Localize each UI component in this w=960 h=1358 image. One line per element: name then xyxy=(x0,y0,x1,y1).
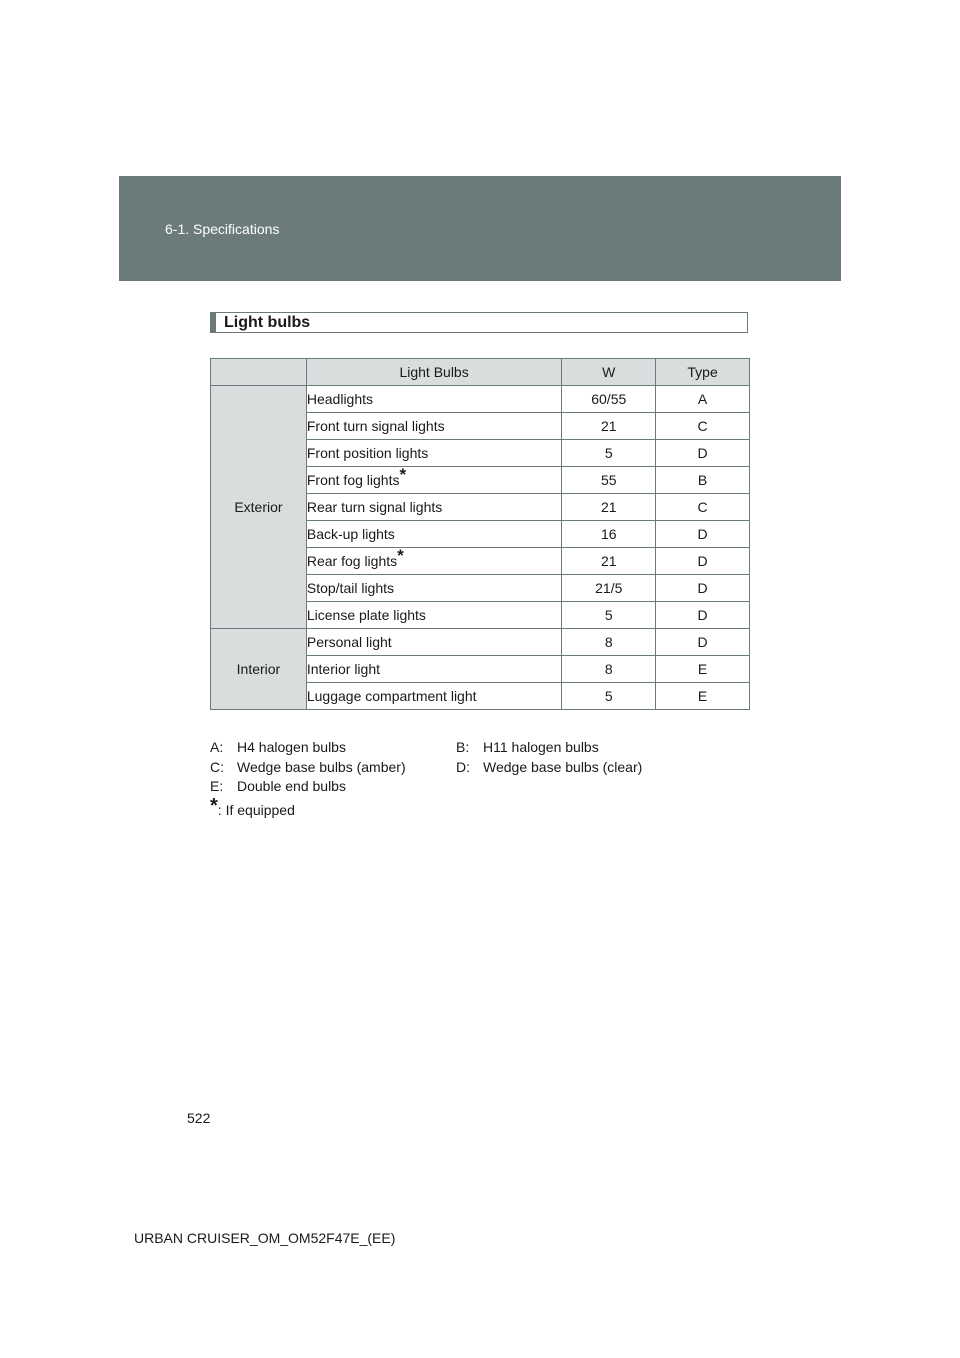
footnote xyxy=(210,795,295,818)
table-row xyxy=(211,386,750,413)
legend-key: E: xyxy=(210,778,224,794)
table-header-row xyxy=(211,359,750,386)
bulb-name-text: Front fog lights xyxy=(306,472,400,488)
bulb-name xyxy=(306,440,561,467)
bulb-name-text: Interior light xyxy=(306,661,381,677)
legend-item xyxy=(456,758,702,778)
bulb-type-legend xyxy=(210,738,750,797)
bulb-name-text: Back-up lights xyxy=(306,526,395,542)
legend-row xyxy=(210,777,750,797)
bulb-type: D xyxy=(656,629,750,656)
section-title-box xyxy=(210,312,748,333)
column-header-light-bulbs: Light Bulbs xyxy=(306,359,561,386)
table-row xyxy=(211,629,750,656)
bulb-watts: 21 xyxy=(562,494,656,521)
legend-text: H4 halogen bulbs xyxy=(237,739,346,755)
bulb-name-text: License plate lights xyxy=(306,607,426,623)
bulb-type: E xyxy=(656,656,750,683)
group-label: Interior xyxy=(211,629,307,710)
bulb-name-text: Rear fog lights xyxy=(306,553,398,569)
bulb-name xyxy=(306,413,561,440)
bulb-watts: 21 xyxy=(562,413,656,440)
legend-key: A: xyxy=(210,739,224,755)
page-number: 522 xyxy=(187,1110,211,1126)
legend-text: Wedge base bulbs (clear) xyxy=(483,758,643,775)
if-equipped-asterisk: * xyxy=(397,546,404,565)
bulb-type: D xyxy=(656,602,750,629)
bulb-name-text: Front position lights xyxy=(306,445,429,461)
legend-item xyxy=(210,738,456,758)
group-label: Exterior xyxy=(211,386,307,629)
chapter-header xyxy=(119,176,841,281)
legend-key: B: xyxy=(456,739,470,755)
bulb-type: B xyxy=(656,467,750,494)
bulb-name xyxy=(306,548,561,575)
bulb-type: A xyxy=(656,386,750,413)
footnote-asterisk: * xyxy=(210,795,218,817)
title-accent-bar xyxy=(211,313,216,332)
bulb-name xyxy=(306,683,561,710)
bulb-type: D xyxy=(656,440,750,467)
legend-text: Double end bulbs xyxy=(237,778,346,794)
document-id: URBAN CRUISER_OM_OM52F47E_(EE) xyxy=(134,1230,396,1246)
bulb-name xyxy=(306,629,561,656)
legend-item xyxy=(456,738,702,758)
bulb-watts: 8 xyxy=(562,656,656,683)
bulb-type: E xyxy=(656,683,750,710)
column-header-group xyxy=(211,359,307,386)
bulb-name xyxy=(306,575,561,602)
bulb-watts: 16 xyxy=(562,521,656,548)
column-header-watts: W xyxy=(562,359,656,386)
bulb-type: C xyxy=(656,413,750,440)
bulb-type: D xyxy=(656,521,750,548)
section-title: Light bulbs xyxy=(224,314,311,331)
footnote-text: : If equipped xyxy=(217,802,295,818)
bulb-type: C xyxy=(656,494,750,521)
bulb-name-text: Personal light xyxy=(306,634,392,650)
legend-text: Wedge base bulbs (amber) xyxy=(237,758,406,775)
bulb-watts: 5 xyxy=(562,440,656,467)
legend-item xyxy=(210,758,456,778)
legend-key: D: xyxy=(456,758,470,775)
bulb-watts: 21/5 xyxy=(562,575,656,602)
bulb-watts: 8 xyxy=(562,629,656,656)
bulb-name-text: Headlights xyxy=(306,391,374,407)
legend-text: H11 halogen bulbs xyxy=(483,739,599,755)
bulb-name-text: Front turn signal lights xyxy=(306,418,445,434)
bulb-watts: 21 xyxy=(562,548,656,575)
bulb-type: D xyxy=(656,548,750,575)
table-body xyxy=(211,386,750,710)
bulb-name xyxy=(306,521,561,548)
bulb-name xyxy=(306,494,561,521)
column-header-type: Type xyxy=(656,359,750,386)
legend-item xyxy=(210,777,456,797)
bulb-watts: 5 xyxy=(562,683,656,710)
if-equipped-asterisk: * xyxy=(399,465,407,484)
legend-key: C: xyxy=(210,758,224,775)
bulb-watts: 60/55 xyxy=(562,386,656,413)
bulb-name xyxy=(306,467,561,494)
bulb-name xyxy=(306,656,561,683)
bulb-name-text: Stop/tail lights xyxy=(306,580,395,596)
bulb-name-text: Luggage compartment light xyxy=(306,688,477,704)
bulb-watts: 5 xyxy=(562,602,656,629)
bulb-name xyxy=(306,386,561,413)
bulb-watts: 55 xyxy=(562,467,656,494)
section-breadcrumb: 6-1. Specifications xyxy=(165,221,280,237)
bulb-name xyxy=(306,602,561,629)
bulb-type: D xyxy=(656,575,750,602)
bulb-name-text: Rear turn signal lights xyxy=(306,499,443,515)
legend-row xyxy=(210,758,750,778)
light-bulbs-table xyxy=(210,358,750,710)
legend-row xyxy=(210,738,750,758)
